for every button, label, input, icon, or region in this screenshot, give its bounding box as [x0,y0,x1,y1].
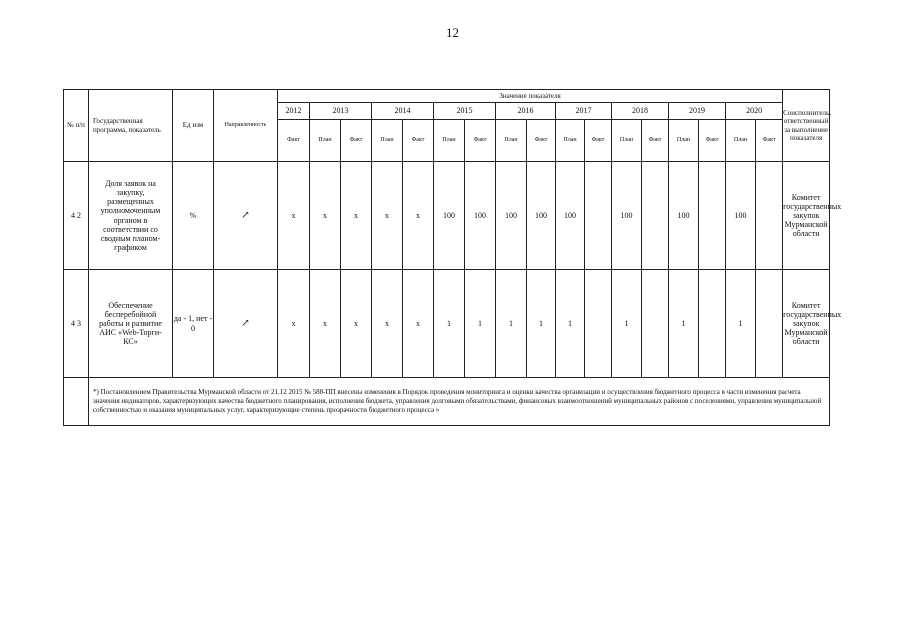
row-number: 4 3 [64,270,89,378]
value-cell [585,162,612,270]
value-cell [756,162,783,270]
value-cell: 100 [434,162,465,270]
year-header: 2016 [496,103,556,120]
subheader-fact: Факт [341,120,372,162]
value-cell: x [310,270,341,378]
value-cell: 100 [527,162,556,270]
value-cell: 100 [556,162,585,270]
value-cell [642,162,669,270]
header-executor: Соисполнитель, ответственный за выполнение показателя [783,90,830,162]
header-unit: Ед изм [173,90,214,162]
subheader-plan: План [726,120,756,162]
subheader-plan: План [434,120,465,162]
value-cell: 1 [612,270,642,378]
header-program: Государственная программа, показатель [89,90,173,162]
value-cell: x [372,270,403,378]
value-cell: x [278,270,310,378]
indicator-name: Доля заявок на закупку, размещенных уполномоченным органом в соответствии со сводным планом-графиком [89,162,173,270]
value-cell: 100 [465,162,496,270]
value-cell: 1 [726,270,756,378]
year-header: 2014 [372,103,434,120]
row-number: 4 2 [64,162,89,270]
value-cell: x [310,162,341,270]
year-header: 2015 [434,103,496,120]
subheader-fact: Факт [585,120,612,162]
subheader-fact: Факт [527,120,556,162]
footnote: *) Постановлением Правительства Мурманской области от 21.12 2015 № 588-ПП внесены изменения в Порядок проведения мониторинга и оценки качества организации и осуществления бюджетного процесса в части изменения расчета значения индикаторов, характеризующих качества бюджетного планирования, исполнения бюджета, управления долговыми обязательствами, финансовых взаимоотношений муниципальных районов с поселениями, управления муниципальной собственностью и оказания муниципальных услуг, характеризующие степень прозрачности бюджетного процесса » [89,378,830,426]
year-header: 2020 [726,103,783,120]
subheader-fact: Факт [756,120,783,162]
value-cell: x [341,270,372,378]
direction-arrow: ↗ [214,162,278,270]
value-cell: x [403,162,434,270]
subheader-fact: Факт [403,120,434,162]
value-cell: 1 [669,270,699,378]
value-cell [756,270,783,378]
header-num: № п/п [64,90,89,162]
year-header: 2018 [612,103,669,120]
indicator-table [63,89,842,426]
subheader-plan: План [556,120,585,162]
value-cell: 100 [612,162,642,270]
value-cell: 1 [434,270,465,378]
table-row [64,162,830,270]
subheader-fact: Факт [642,120,669,162]
unit-cell: да - 1, нет - 0 [173,270,214,378]
header-value-group: Значение показателя [278,90,783,103]
value-cell: x [278,162,310,270]
value-cell: x [341,162,372,270]
value-cell: 1 [556,270,585,378]
subheader-plan: План [496,120,527,162]
year-header: 2012 [278,103,310,120]
footnote-row [64,378,830,426]
direction-arrow: ↗ [214,270,278,378]
subheader-plan: План [669,120,699,162]
value-cell: 100 [726,162,756,270]
footnote-blank [64,378,89,426]
subheader-fact: Факт [699,120,726,162]
year-header: 2013 [310,103,372,120]
value-cell: 1 [496,270,527,378]
table-row [64,270,830,378]
unit-cell: % [173,162,214,270]
value-cell [585,270,612,378]
indicator-name: Обеспечение бесперебойной работы и развитие АИС «Web-Торги-КС» [89,270,173,378]
header-direction: Направленность [214,90,278,162]
value-cell [642,270,669,378]
subheader-plan: План [372,120,403,162]
subheader-fact: Факт [465,120,496,162]
year-header: 2017 [556,103,612,120]
subheader-fact: Факт [278,120,310,162]
value-cell: 100 [496,162,527,270]
value-cell: x [372,162,403,270]
executor-cell: Комитет государственных закупок Мурманской области [783,270,830,378]
year-header: 2019 [669,103,726,120]
value-cell [699,162,726,270]
subheader-plan: План [310,120,341,162]
value-cell: 1 [527,270,556,378]
executor-cell: Комитет государственных закупок Мурманской области [783,162,830,270]
subheader-plan: План [612,120,642,162]
value-cell [699,270,726,378]
value-cell: 1 [465,270,496,378]
page-number: 12 [446,25,459,40]
value-cell: 100 [669,162,699,270]
value-cell: x [403,270,434,378]
